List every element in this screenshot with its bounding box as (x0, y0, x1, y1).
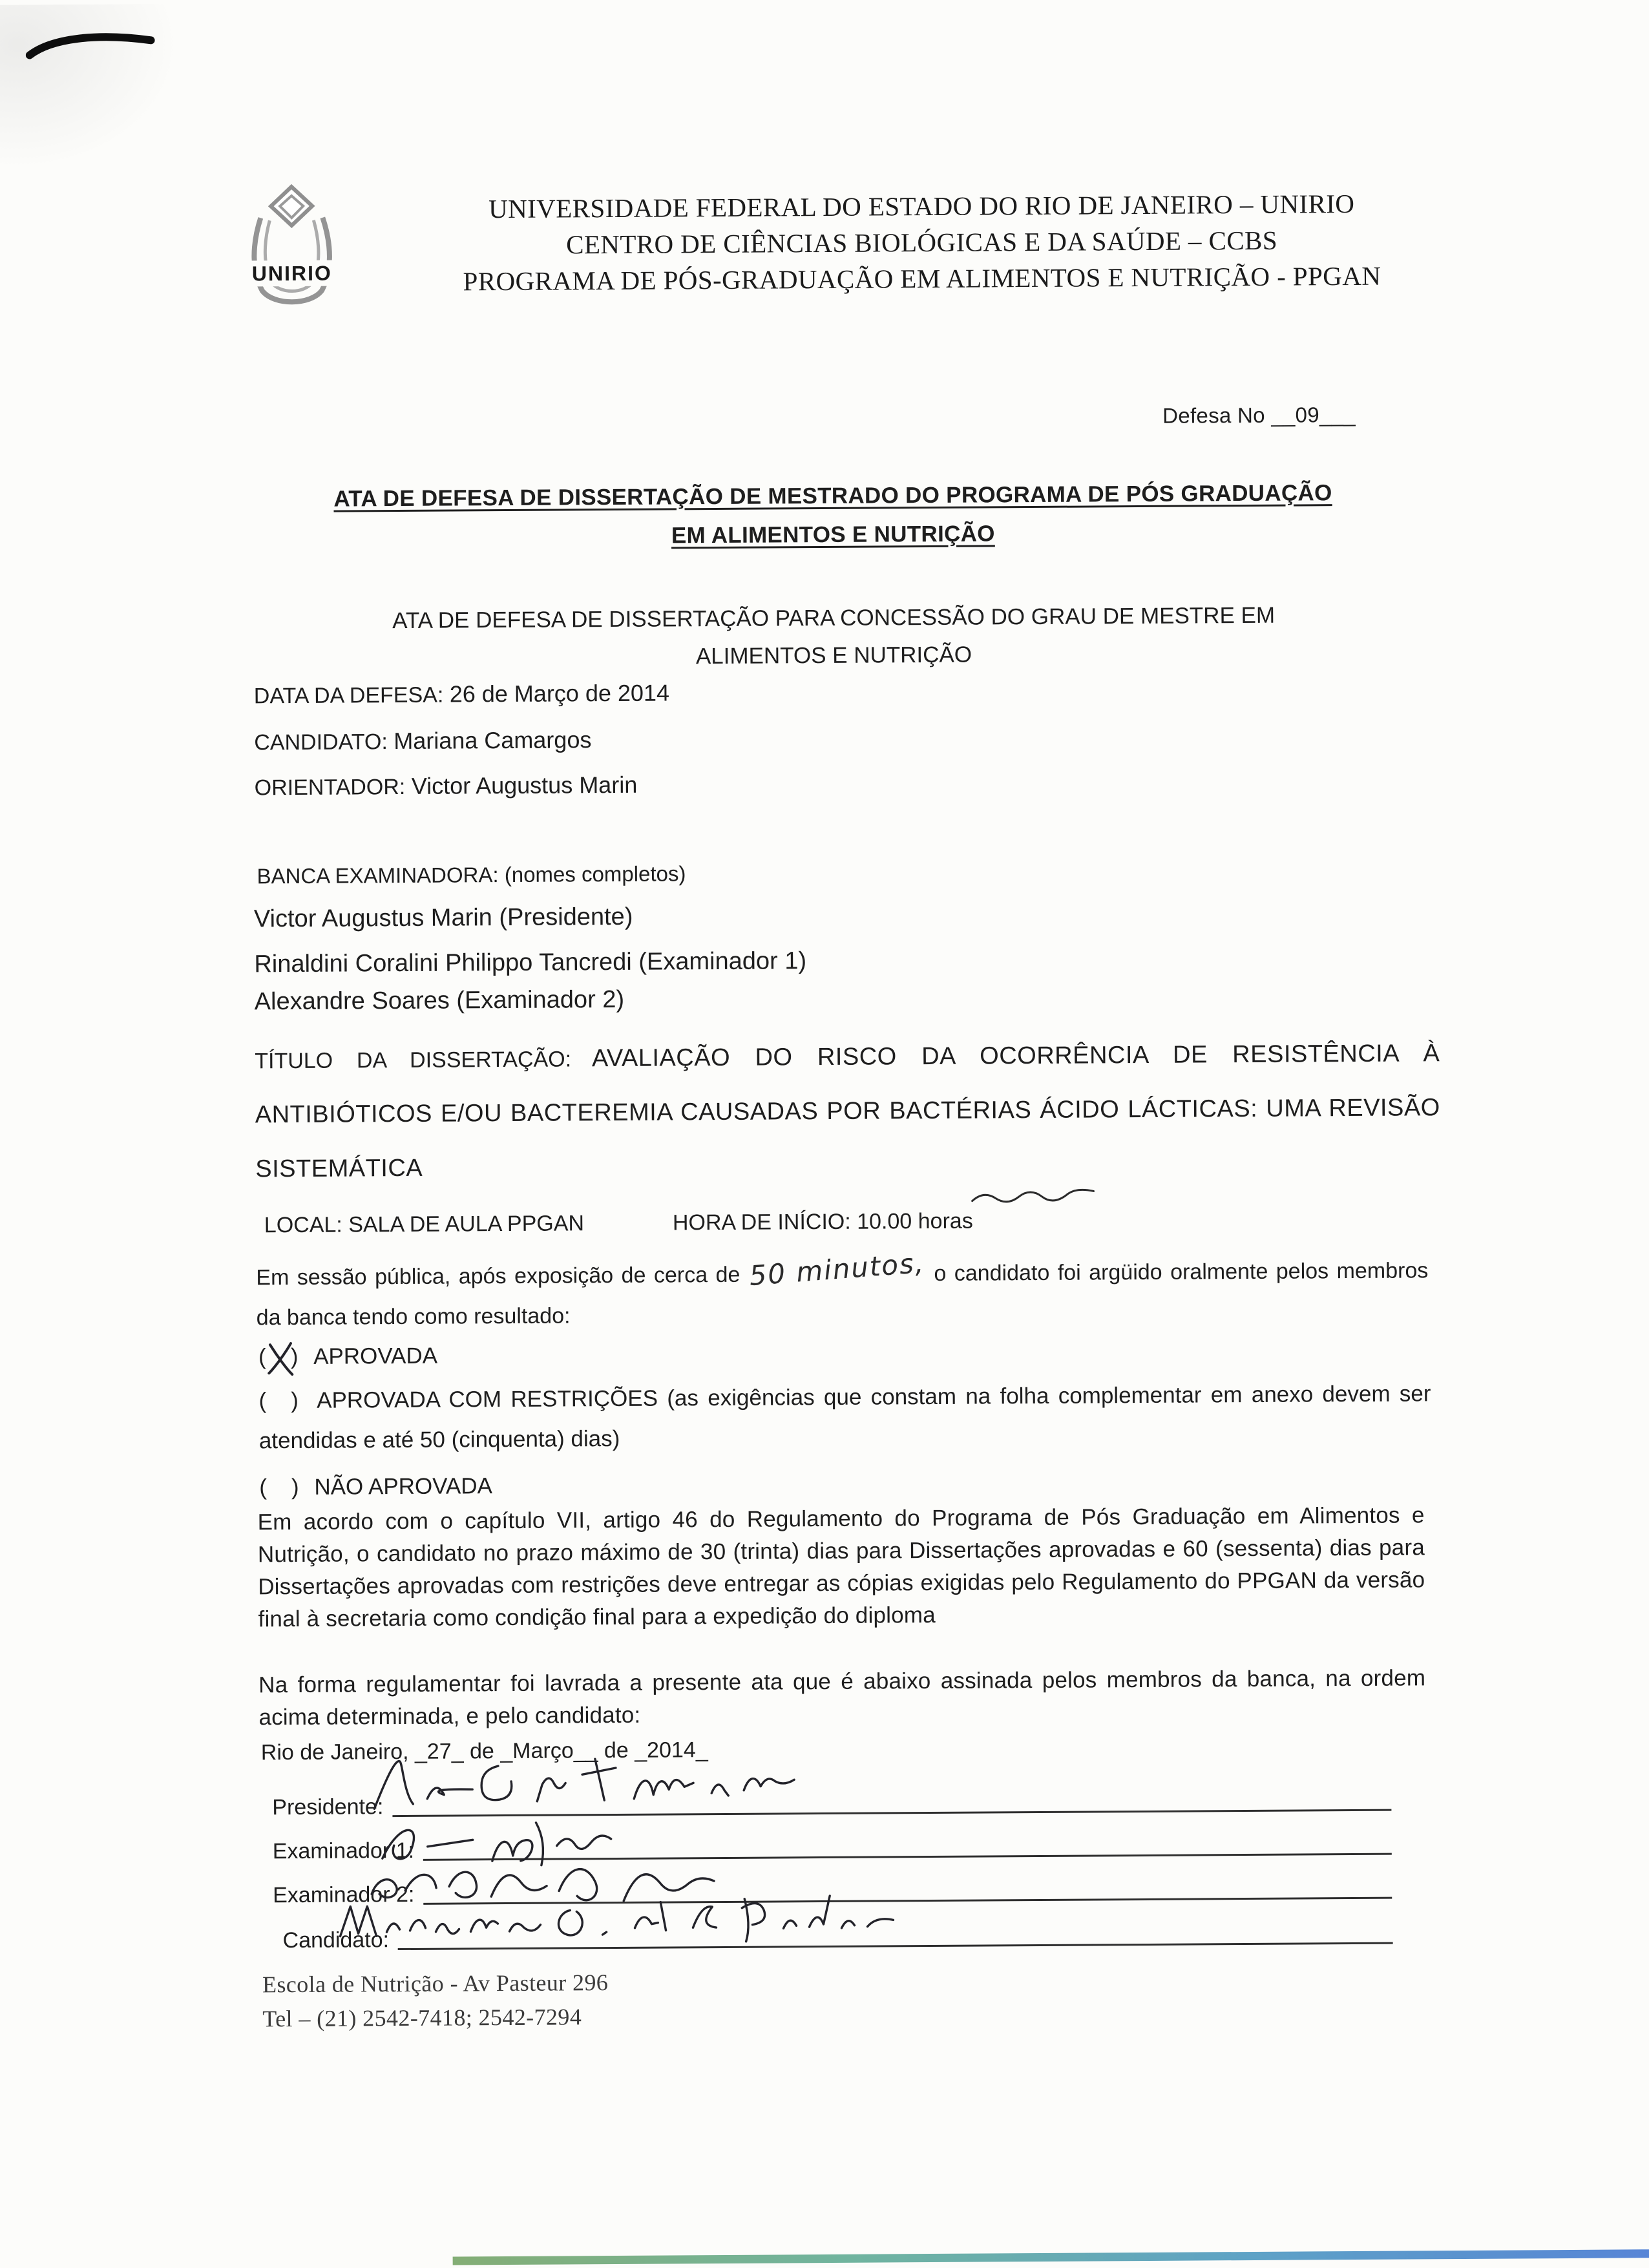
field-orientador-label: ORIENTADOR: (254, 774, 406, 801)
program-name: PROGRAMA DE PÓS-GRADUAÇÃO EM ALIMENTOS E NUTRIÇÃO - PPGAN (463, 260, 1381, 297)
open-paren: ( (258, 1388, 267, 1414)
document-subtitle-line2: ALIMENTOS E NUTRIÇÃO (695, 642, 972, 669)
signature-row-candidato (282, 1915, 1392, 1953)
result-nao-aprovada-label: NÃO APROVADA (314, 1473, 493, 1500)
field-orientador (255, 772, 638, 801)
document-title-line2: EM ALIMENTOS E NUTRIÇÃO (671, 521, 995, 549)
document-subtitle (236, 596, 1432, 678)
handwritten-duration: 50 minutos, (748, 1246, 926, 1292)
session-text-suffix: o candidato foi argüido oralmente pelos membros da banca tendo como resultado: (256, 1258, 1429, 1330)
session-text-prefix: Em sessão pública, após exposição de cerca de (256, 1262, 740, 1290)
local-value: SALA DE AULA PPGAN (348, 1211, 585, 1237)
regulation-paragraph: Em acordo com o capítulo VII, artigo 46 do Regulamento do Programa de Pós Graduação em Alimentos e Nutrição, o candidato no prazo máximo de 30 (trinta) dias para Dissertações aprovadas e 60 (sessenta) dias para Dissertações aprovadas com restrições deve entregar as cópias exigidas pelo Regulamento do PPGAN da versão final à secretaria como condição final para a expedição do diploma (257, 1502, 1425, 1632)
open-paren: ( (259, 1475, 268, 1500)
field-candidato-label: CANDIDATO: (254, 730, 388, 755)
signature-row-examinador1 (273, 1825, 1392, 1865)
document-title (235, 473, 1431, 558)
dissertation-title-value: AVALIAÇÃO DO RISCO DA OCORRÊNCIA DE RESISTÊNCIA À ANTIBIÓTICOS E/OU BACTEREMIA CAUSADAS POR BACTÉRIAS ÁCIDO LÁCTICAS: UMA REVISÃO SISTEMÁTICA (255, 1040, 1440, 1183)
local-label: LOCAL: (264, 1212, 342, 1238)
result-option-aprovada-restricoes (258, 1374, 1431, 1461)
document-title-line1: ATA DE DEFESA DE DISSERTAÇÃO DE MESTRADO DO PROGRAMA DE PÓS GRADUAÇÃO (333, 480, 1332, 512)
signature-label-candidato: Candidato: (282, 1927, 390, 1953)
defesa-number: Defesa No __09___ (1162, 402, 1356, 428)
result-aprovada-label: APROVADA (313, 1343, 438, 1369)
university-name: UNIVERSIDADE FEDERAL DO ESTADO DO RIO DE JANEIRO – UNIRIO (488, 188, 1355, 224)
banca-member-examinador1: Rinaldini Coralini Philippo Tancredi (Examinador 1) (254, 947, 807, 978)
handwritten-x-mark (266, 1341, 295, 1377)
field-data-defesa-label: DATA DA DEFESA: (253, 682, 444, 709)
signature-line (423, 1897, 1392, 1905)
field-data-defesa (254, 679, 669, 709)
scan-edge-color-strip (453, 2249, 1649, 2265)
signature-label-examinador1: Examinador 1: (272, 1838, 415, 1864)
result-restricoes-label: APROVADA COM RESTRIÇÕES (as exigências que constam na folha complementar em anexo devem ser atendidas e até 50 (cinquenta) dias) (258, 1381, 1431, 1454)
session-description (256, 1248, 1429, 1338)
session-location-row (264, 1209, 973, 1239)
date-line: Rio de Janeiro, _27_ de _Março__ de _2014_ (260, 1738, 708, 1765)
scan-artifact-mark (26, 27, 155, 67)
result-option-aprovada (258, 1336, 437, 1378)
hora-value: 10.00 horas (857, 1208, 973, 1234)
signature-line (423, 1853, 1392, 1861)
open-paren: ( (258, 1344, 266, 1370)
banca-member-examinador2: Alexandre Soares (Examinador 2) (254, 985, 625, 1016)
result-option-nao-aprovada (259, 1466, 492, 1507)
close-paren: ) (291, 1387, 299, 1414)
signature-line (398, 1942, 1393, 1950)
dissertation-title-label: TÍTULO DA DISSERTAÇÃO: (255, 1047, 572, 1074)
signature-row-examinador2 (273, 1869, 1392, 1909)
field-candidato-value: Mariana Camargos (394, 726, 592, 755)
banca-heading: BANCA EXAMINADORA: (nomes completos) (257, 861, 686, 888)
document-subtitle-line1: ATA DE DEFESA DE DISSERTAÇÃO PARA CONCESSÃO DO GRAU DE MESTRE EM (392, 602, 1276, 634)
signature-label-presidente: Presidente: (272, 1794, 384, 1820)
field-orientador-value: Victor Augustus Marin (411, 771, 638, 799)
field-candidato (254, 726, 591, 755)
institution-header (353, 185, 1491, 300)
banca-member-presidente: Victor Augustus Marin (Presidente) (253, 903, 633, 933)
close-paren: ) (291, 1474, 299, 1500)
signature-label-examinador2: Examinador 2: (273, 1882, 415, 1908)
closing-paragraph: Na forma regulamentar foi lavrada a presente ata que é abaixo assinada pelos membros da banca, na ordem acima determinada, e pelo candidato: (258, 1665, 1426, 1730)
unirio-logo-text: UNIRIO (251, 261, 332, 286)
signature-row-presidente (272, 1781, 1391, 1821)
footer-phone: Tel – (21) 2542-7418; 2542-7294 (262, 2004, 582, 2032)
close-paren: ) (290, 1343, 299, 1370)
footer-contact (262, 1966, 609, 2036)
hora-label: HORA DE INÍCIO: (672, 1209, 851, 1235)
unirio-logo (238, 184, 346, 317)
footer-address: Escola de Nutrição - Av Pasteur 296 (262, 1969, 609, 1998)
dissertation-title-block (255, 1029, 1441, 1199)
center-name: CENTRO DE CIÊNCIAS BIOLÓGICAS E DA SAÚDE – CCBS (566, 225, 1278, 260)
field-data-defesa-value: 26 de Março de 2014 (449, 679, 670, 708)
handwritten-squiggle (970, 1186, 1099, 1206)
signature-line (392, 1809, 1391, 1817)
